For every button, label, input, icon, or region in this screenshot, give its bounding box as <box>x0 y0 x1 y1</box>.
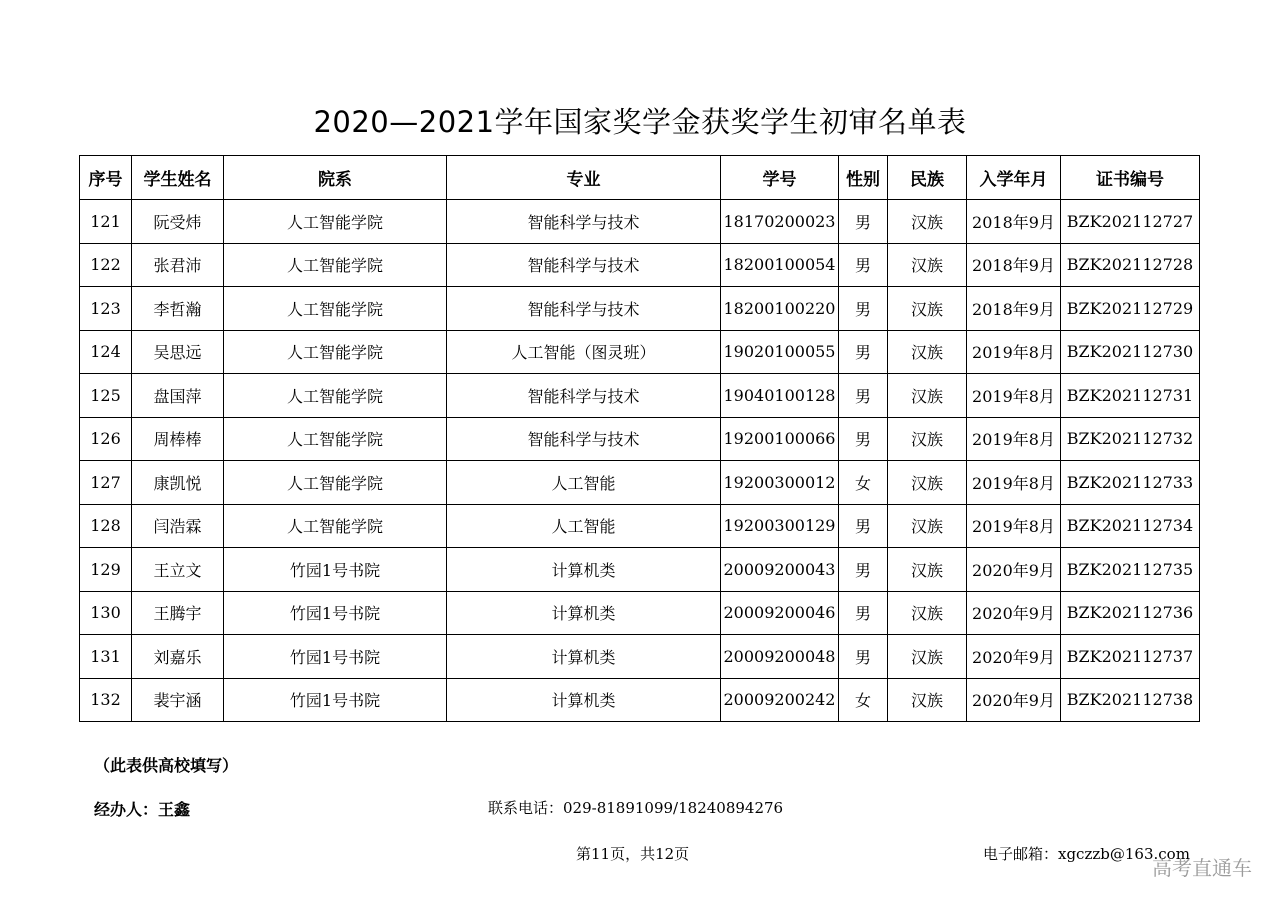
cell-department: 人工智能学院 <box>224 461 447 505</box>
handler-label: 经办人：王鑫 <box>94 800 191 819</box>
cell-student-name: 刘嘉乐 <box>132 635 224 679</box>
cell-enrollment: 2019年8月 <box>967 504 1061 548</box>
cell-certificate: BZK202112727 <box>1061 200 1200 244</box>
cell-student-name: 李哲瀚 <box>132 287 224 331</box>
cell-student-id: 18200100220 <box>721 287 839 331</box>
table-row <box>80 635 1200 679</box>
header-certificate: 证书编号 <box>1061 156 1200 200</box>
cell-department: 人工智能学院 <box>224 200 447 244</box>
cell-ethnicity: 汉族 <box>888 200 967 244</box>
cell-gender: 男 <box>839 504 888 548</box>
cell-ethnicity: 汉族 <box>888 548 967 592</box>
cell-student-name: 盘国萍 <box>132 374 224 418</box>
cell-gender: 男 <box>839 635 888 679</box>
cell-serial: 128 <box>80 504 132 548</box>
cell-department: 竹园1号书院 <box>224 678 447 722</box>
cell-student-name: 闫浩霖 <box>132 504 224 548</box>
table-row <box>80 417 1200 461</box>
cell-major: 计算机类 <box>447 635 721 679</box>
cell-ethnicity: 汉族 <box>888 591 967 635</box>
cell-ethnicity: 汉族 <box>888 243 967 287</box>
cell-major: 人工智能 <box>447 461 721 505</box>
cell-student-name: 康凯悦 <box>132 461 224 505</box>
cell-gender: 男 <box>839 417 888 461</box>
cell-ethnicity: 汉族 <box>888 461 967 505</box>
header-student-name: 学生姓名 <box>132 156 224 200</box>
cell-gender: 男 <box>839 591 888 635</box>
header-enrollment: 入学年月 <box>967 156 1061 200</box>
cell-gender: 男 <box>839 243 888 287</box>
cell-major: 智能科学与技术 <box>447 200 721 244</box>
cell-department: 人工智能学院 <box>224 287 447 331</box>
cell-enrollment: 2020年9月 <box>967 678 1061 722</box>
cell-gender: 男 <box>839 287 888 331</box>
table-row <box>80 287 1200 331</box>
page-info: 第11页，共12页 <box>576 845 690 863</box>
cell-gender: 男 <box>839 374 888 418</box>
table-row <box>80 330 1200 374</box>
cell-serial: 123 <box>80 287 132 331</box>
cell-student-name: 王立文 <box>132 548 224 592</box>
cell-department: 人工智能学院 <box>224 374 447 418</box>
cell-certificate: BZK202112737 <box>1061 635 1200 679</box>
cell-student-id: 20009200043 <box>721 548 839 592</box>
contact-phone: 联系电话：029-81891099/18240894276 <box>488 799 784 817</box>
cell-student-name: 张君沛 <box>132 243 224 287</box>
cell-certificate: BZK202112734 <box>1061 504 1200 548</box>
cell-certificate: BZK202112736 <box>1061 591 1200 635</box>
cell-major: 智能科学与技术 <box>447 417 721 461</box>
cell-enrollment: 2018年9月 <box>967 287 1061 331</box>
table-row <box>80 678 1200 722</box>
cell-certificate: BZK202112733 <box>1061 461 1200 505</box>
cell-student-id: 20009200046 <box>721 591 839 635</box>
header-serial: 序号 <box>80 156 132 200</box>
cell-student-name: 阮受炜 <box>132 200 224 244</box>
footer-note: （此表供高校填写） <box>94 756 239 775</box>
cell-serial: 130 <box>80 591 132 635</box>
table-row <box>80 243 1200 287</box>
table-header-row <box>80 156 1200 200</box>
document-title: 2020—2021学年国家奖学金获奖学生初审名单表 <box>313 105 967 139</box>
cell-major: 人工智能（图灵班） <box>447 330 721 374</box>
header-gender: 性别 <box>839 156 888 200</box>
cell-enrollment: 2019年8月 <box>967 330 1061 374</box>
cell-enrollment: 2020年9月 <box>967 635 1061 679</box>
table-row <box>80 504 1200 548</box>
cell-certificate: BZK202112732 <box>1061 417 1200 461</box>
cell-student-id: 20009200242 <box>721 678 839 722</box>
header-student-id: 学号 <box>721 156 839 200</box>
cell-serial: 125 <box>80 374 132 418</box>
cell-ethnicity: 汉族 <box>888 635 967 679</box>
cell-ethnicity: 汉族 <box>888 678 967 722</box>
cell-enrollment: 2019年8月 <box>967 461 1061 505</box>
cell-department: 人工智能学院 <box>224 243 447 287</box>
table-row <box>80 591 1200 635</box>
cell-department: 竹园1号书院 <box>224 548 447 592</box>
cell-ethnicity: 汉族 <box>888 330 967 374</box>
cell-serial: 121 <box>80 200 132 244</box>
table-row <box>80 200 1200 244</box>
cell-student-name: 裴宇涵 <box>132 678 224 722</box>
table-row <box>80 374 1200 418</box>
cell-serial: 131 <box>80 635 132 679</box>
cell-major: 计算机类 <box>447 678 721 722</box>
cell-gender: 女 <box>839 461 888 505</box>
table-row <box>80 461 1200 505</box>
cell-student-id: 19020100055 <box>721 330 839 374</box>
cell-student-id: 18200100054 <box>721 243 839 287</box>
cell-student-name: 王腾宇 <box>132 591 224 635</box>
cell-student-id: 19200300012 <box>721 461 839 505</box>
cell-department: 竹园1号书院 <box>224 591 447 635</box>
cell-certificate: BZK202112738 <box>1061 678 1200 722</box>
header-department: 院系 <box>224 156 447 200</box>
cell-enrollment: 2018年9月 <box>967 200 1061 244</box>
cell-major: 人工智能 <box>447 504 721 548</box>
cell-student-id: 19200300129 <box>721 504 839 548</box>
cell-department: 人工智能学院 <box>224 330 447 374</box>
contact-email: 电子邮箱：xgczzb@163.com <box>983 845 1190 863</box>
header-ethnicity: 民族 <box>888 156 967 200</box>
cell-certificate: BZK202112729 <box>1061 287 1200 331</box>
cell-ethnicity: 汉族 <box>888 504 967 548</box>
cell-enrollment: 2019年8月 <box>967 417 1061 461</box>
cell-department: 人工智能学院 <box>224 504 447 548</box>
cell-serial: 127 <box>80 461 132 505</box>
cell-enrollment: 2020年9月 <box>967 548 1061 592</box>
cell-student-id: 19200100066 <box>721 417 839 461</box>
cell-major: 计算机类 <box>447 591 721 635</box>
cell-certificate: BZK202112728 <box>1061 243 1200 287</box>
cell-ethnicity: 汉族 <box>888 374 967 418</box>
cell-student-name: 吴思远 <box>132 330 224 374</box>
cell-department: 竹园1号书院 <box>224 635 447 679</box>
table-body <box>80 200 1200 722</box>
cell-ethnicity: 汉族 <box>888 417 967 461</box>
cell-major: 计算机类 <box>447 548 721 592</box>
cell-student-name: 周棒棒 <box>132 417 224 461</box>
cell-gender: 女 <box>839 678 888 722</box>
cell-serial: 124 <box>80 330 132 374</box>
table-row <box>80 548 1200 592</box>
cell-certificate: BZK202112731 <box>1061 374 1200 418</box>
cell-serial: 126 <box>80 417 132 461</box>
cell-gender: 男 <box>839 548 888 592</box>
cell-serial: 122 <box>80 243 132 287</box>
award-roster-table <box>79 155 1200 722</box>
cell-enrollment: 2020年9月 <box>967 591 1061 635</box>
watermark: 高考直通车 <box>1152 856 1252 880</box>
cell-gender: 男 <box>839 330 888 374</box>
cell-major: 智能科学与技术 <box>447 287 721 331</box>
cell-student-id: 19040100128 <box>721 374 839 418</box>
cell-department: 人工智能学院 <box>224 417 447 461</box>
cell-student-id: 18170200023 <box>721 200 839 244</box>
header-major: 专业 <box>447 156 721 200</box>
cell-major: 智能科学与技术 <box>447 374 721 418</box>
cell-serial: 129 <box>80 548 132 592</box>
cell-ethnicity: 汉族 <box>888 287 967 331</box>
cell-serial: 132 <box>80 678 132 722</box>
cell-major: 智能科学与技术 <box>447 243 721 287</box>
cell-certificate: BZK202112730 <box>1061 330 1200 374</box>
cell-enrollment: 2019年8月 <box>967 374 1061 418</box>
cell-gender: 男 <box>839 200 888 244</box>
cell-certificate: BZK202112735 <box>1061 548 1200 592</box>
cell-student-id: 20009200048 <box>721 635 839 679</box>
cell-enrollment: 2018年9月 <box>967 243 1061 287</box>
